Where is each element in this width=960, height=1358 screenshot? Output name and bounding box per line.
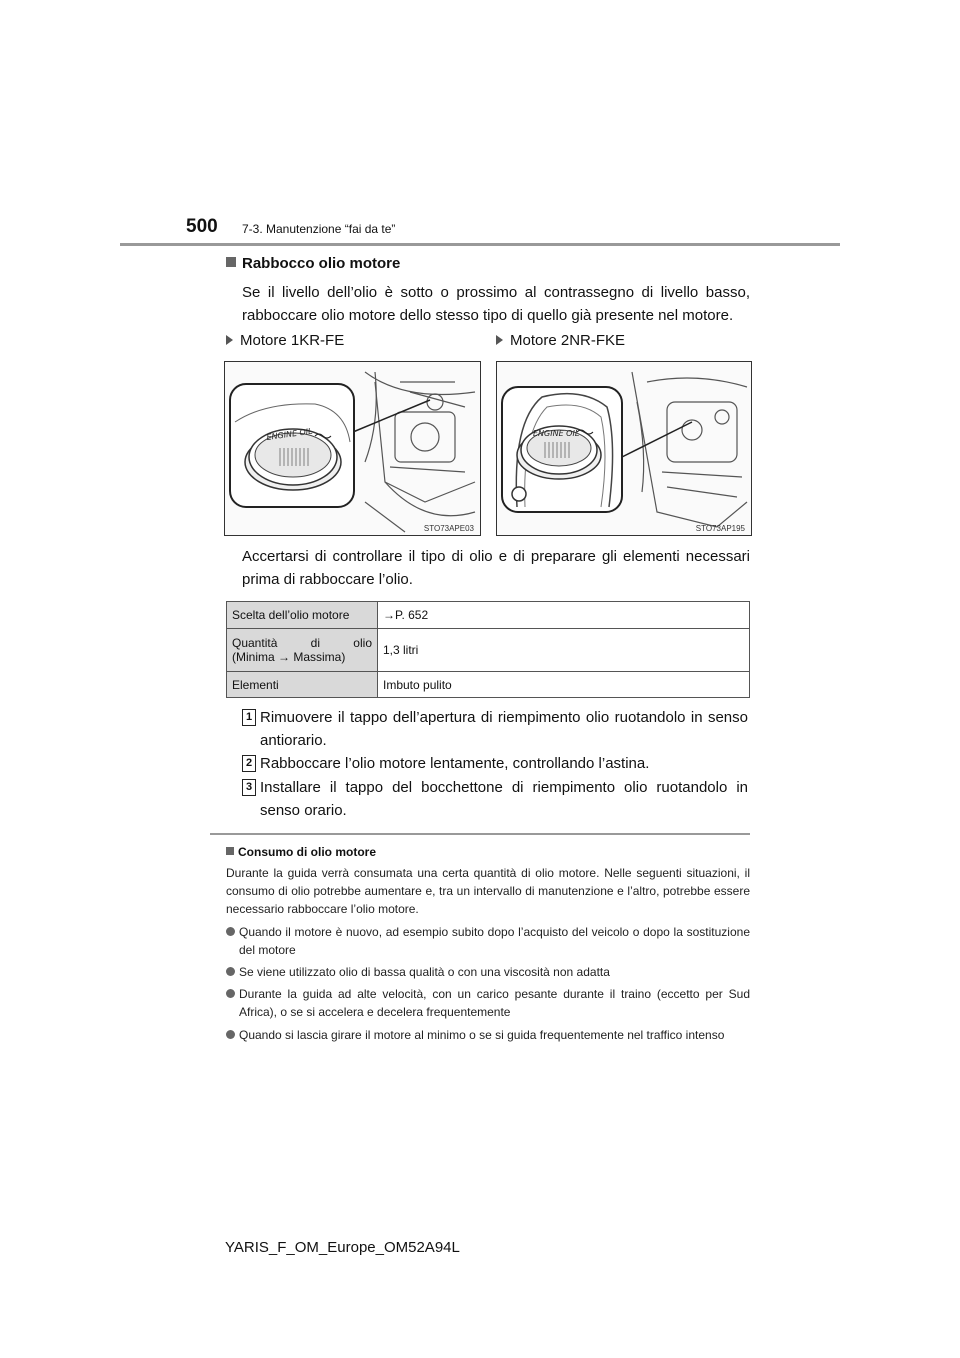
list-item [226, 963, 750, 981]
circle-bullet-icon [226, 967, 235, 976]
document-id: YARIS_F_OM_Europe_OM52A94L [225, 1239, 460, 1256]
table-label-line: Quantità di olio [232, 636, 372, 650]
table-row [227, 672, 750, 698]
step-number: 3 [242, 779, 256, 796]
page-number: 500 [186, 216, 218, 237]
circle-bullet-icon [226, 927, 235, 936]
engine-illustration-1kr [225, 362, 480, 535]
table-value: →P. 652 [378, 602, 750, 629]
list-item-text: Durante la guida ad alte velocità, con un carico pesante durante il traino (eccetto per Sud Africa), o se si accelera e decelera frequentemente [239, 987, 750, 1019]
check-paragraph: Accertarsi di controllare il tipo di olio e di preparare gli elementi necessari prima di rabboccare l’olio. [242, 548, 750, 588]
circle-bullet-icon [226, 989, 235, 998]
engine-label-text: Motore 2NR-FKE [510, 332, 626, 349]
table-label: Elementi [227, 672, 378, 698]
notes-title-text: Consumo di olio motore [238, 845, 376, 859]
section-header: 7-3. Manutenzione “fai da te” [242, 222, 396, 236]
heading-text: Rabbocco olio motore [242, 255, 401, 272]
engine-figure-1kr [224, 361, 481, 536]
figure-code: STO73AP195 [695, 524, 745, 533]
step-3 [242, 776, 750, 822]
engine-label-1kr [226, 332, 344, 349]
step-2 [242, 752, 750, 775]
engine-illustration-2nr [497, 362, 751, 535]
step-text: Rabboccare l’olio motore lentamente, controllando l’astina. [260, 755, 650, 772]
table-value: Imbuto pulito [378, 672, 750, 698]
table-row [227, 629, 750, 672]
list-item [226, 1026, 750, 1044]
list-item [226, 985, 750, 1021]
square-bullet-icon [226, 257, 236, 267]
section-heading [226, 255, 400, 272]
list-item-text: Se viene utilizzato olio di bassa qualità o con una viscosità non adatta [239, 965, 610, 979]
step-text: Rimuovere il tappo dell’apertura di riempimento olio ruotandolo in senso antiorario. [260, 709, 748, 749]
engine-label-2nr [496, 332, 625, 349]
cap-label: ENGINE OIL [266, 426, 314, 442]
table-value: 1,3 litri [378, 629, 750, 672]
cap-label: ENGINE OIL [533, 429, 580, 438]
step-1 [242, 706, 750, 752]
step-number: 1 [242, 709, 256, 726]
list-item [226, 923, 750, 959]
step-text: Installare il tappo del bocchettone di riempimento olio ruotandolo in senso orario. [260, 779, 748, 819]
table-label-line: (Minima → Massima) [232, 650, 346, 664]
notes-divider [210, 833, 750, 835]
table-row [227, 602, 750, 629]
notes-body: Durante la guida verrà consumata una certa quantità di olio motore. Nelle seguenti situazioni, il consumo di olio potrebbe aumentare e, tra un intervallo di manutenzione e l’altro, potrebbe essere necessario rabboccare l’olio motore. [226, 866, 750, 916]
list-item-text: Quando il motore è nuovo, ad esempio subito dopo l’acquisto del veicolo o dopo la sostituzione del motore [239, 925, 750, 957]
intro-paragraph: Se il livello dell’olio è sotto o prossimo al contrassegno di livello basso, rabboccare olio motore dello stesso tipo di quello già presente nel motore. [242, 284, 750, 324]
engine-figure-2nr [496, 361, 752, 536]
table-label [227, 629, 378, 672]
step-number: 2 [242, 755, 256, 772]
oil-info-table [226, 601, 750, 698]
square-bullet-icon [226, 847, 234, 855]
list-item-text: Quando si lascia girare il motore al minimo o se si guida frequentemente nel traffico intenso [239, 1028, 725, 1042]
triangle-bullet-icon [496, 335, 503, 345]
circle-bullet-icon [226, 1030, 235, 1039]
table-label: Scelta dell’olio motore [227, 602, 378, 629]
header-divider [120, 243, 840, 246]
triangle-bullet-icon [226, 335, 233, 345]
figure-code: STO73APE03 [423, 524, 474, 533]
engine-label-text: Motore 1KR-FE [240, 332, 345, 349]
notes-title [226, 845, 376, 859]
